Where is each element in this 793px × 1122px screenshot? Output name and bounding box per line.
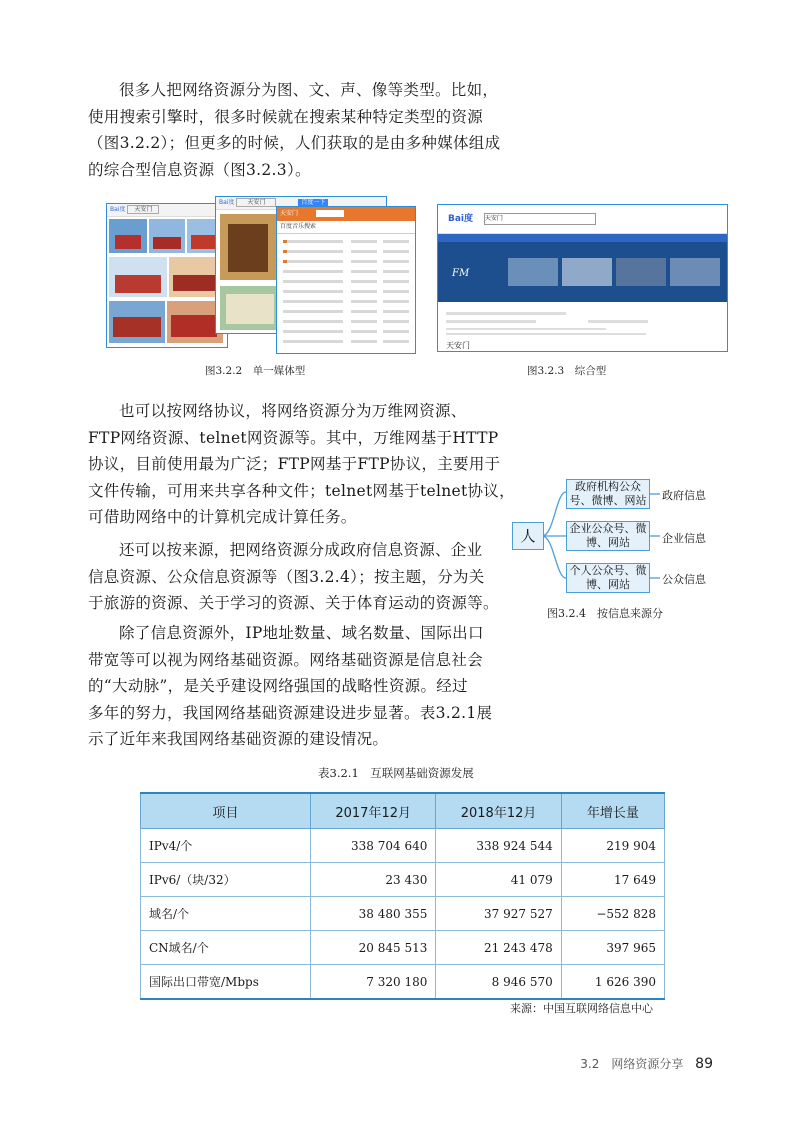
table-cell: 7 320 180	[311, 965, 436, 1000]
table-row	[141, 931, 665, 965]
table-cell: 41 079	[436, 863, 561, 897]
table-cell: 23 430	[311, 863, 436, 897]
table-cell: −552 828	[561, 897, 664, 931]
table-header-row	[141, 793, 665, 829]
column-header: 项目	[141, 793, 311, 829]
music-result-list	[277, 234, 415, 354]
table-cell: IPv4/个	[141, 829, 311, 863]
paragraph-3	[88, 537, 499, 617]
table-cell: 国际出口带宽/Mbps	[141, 965, 311, 1000]
para3-line: 还可以按来源，把网络资源分成政府信息资源、企业	[119, 541, 483, 559]
para4-line: 带宽等可以视为网络基础资源。网络基础资源是信息社会	[88, 650, 484, 669]
music-title: 百度音乐搜索	[277, 221, 415, 234]
para2-line: FTP网络资源、telnet网资源等。其中，万维网基于HTTP	[88, 428, 499, 447]
table-row	[141, 897, 665, 931]
music-search-screenshot	[276, 206, 416, 354]
diagram-root-person: 人	[512, 522, 544, 550]
para2-line: 文件传输，可用来共享各种文件；telnet网基于telnet协议，	[88, 481, 515, 500]
column-header: 年增长量	[561, 793, 664, 829]
diagram-node-government: 政府机构公众号、微博、网站	[566, 479, 650, 509]
para2-line: 协议，目前使用最为广泛；FTP网基于FTP协议，主要用于	[88, 455, 501, 473]
svg-text:天安门: 天安门	[446, 341, 470, 350]
table-cell: 37 927 527	[436, 897, 561, 931]
column-header: 2018年12月	[436, 793, 561, 829]
para1-line: 很多人把网络资源分为图、文、声、像等类型。比如，	[119, 81, 499, 99]
para2-line: 也可以按网络协议，将网络资源分为万维网资源、	[119, 402, 467, 420]
music-header: 天安门	[277, 207, 415, 221]
video-search-bar: Bai度 天安门 百度一下	[216, 197, 386, 210]
table-source: 来源：中国互联网络信息中心	[510, 1002, 653, 1015]
para2-line: 可借助网络中的计算机完成计算任务。	[88, 508, 357, 526]
table-row	[141, 829, 665, 863]
tiananmen-photo-grid	[107, 217, 227, 347]
para4-line: 多年的努力，我国网络基础资源建设进步显著。表3.2.1展	[88, 703, 493, 722]
image-search-screenshot	[106, 203, 228, 348]
paragraph-4	[88, 620, 492, 753]
resource-table	[140, 792, 665, 1000]
para4-line: 除了信息资源外，IP地址数量、域名数量、国际出口	[119, 624, 484, 642]
para3-line: 于旅游的资源、关于学习的资源、关于体育运动的资源等。	[88, 594, 499, 612]
table-cell: 8 946 570	[436, 965, 561, 1000]
diagram-label-government: 政府信息	[662, 489, 706, 502]
table-cell: 1 626 390	[561, 965, 664, 1000]
table-cell: 38 480 355	[311, 897, 436, 931]
paragraph-1	[88, 77, 500, 183]
figure-caption: 图3.2.2 单一媒体型	[205, 365, 306, 377]
paragraph-2	[88, 398, 515, 531]
para3-line: 信息资源、公众信息资源等（图3.2.4）；按主题，分为关	[88, 567, 485, 586]
encyclopedia-nav-bar	[438, 234, 727, 242]
diagram-label-enterprise: 企业信息	[662, 532, 706, 545]
table-cell: 338 704 640	[311, 829, 436, 863]
para4-line: 的“大动脉”，是关乎建设网络强国的战略性资源。经过	[88, 677, 468, 695]
para4-line: 示了近年来我国网络基础资源的建设情况。	[88, 730, 389, 748]
figure-caption: 图3.2.3 综合型	[527, 365, 607, 377]
table-cell: CN域名/个	[141, 931, 311, 965]
para1-line: 使用搜索引擎时，很多时候就在搜索某种特定类型的资源	[88, 107, 484, 126]
encyclopedia-screenshot	[437, 204, 728, 352]
encyclopedia-header: Bai度 天安门	[438, 205, 727, 234]
page-number: 89	[695, 1056, 713, 1072]
encyclopedia-content	[438, 306, 727, 351]
table-cell: 338 924 544	[436, 829, 561, 863]
image-search-bar: Bai度 天安门	[107, 204, 227, 217]
svg-text:FM: FM	[452, 268, 470, 279]
table-cell: 17 649	[561, 863, 664, 897]
tiananmen-banner	[438, 242, 727, 302]
table-row	[141, 965, 665, 1000]
table-cell: IPv6/（块/32）	[141, 863, 311, 897]
table-cell: 20 845 513	[311, 931, 436, 965]
table-cell: 397 965	[561, 931, 664, 965]
diagram-label-public: 公众信息	[662, 573, 706, 586]
table-row	[141, 863, 665, 897]
para1-line: 的综合型信息资源（图3.2.3）。	[88, 160, 311, 179]
diagram-node-public: 个人公众号、微博、网站	[566, 563, 650, 593]
page-footer	[580, 1055, 713, 1072]
table-cell: 21 243 478	[436, 931, 561, 965]
column-header: 2017年12月	[311, 793, 436, 829]
figure-caption: 图3.2.4 按信息来源分	[547, 607, 663, 620]
diagram-node-enterprise: 企业公众号、微博、网站	[566, 521, 650, 551]
table-cell: 219 904	[561, 829, 664, 863]
table-caption: 表3.2.1 互联网基础资源发展	[318, 766, 474, 780]
para1-line: （图3.2.2）；但更多的时候，人们获取的是由多种媒体组成	[88, 134, 501, 152]
footer-section: 3.2 网络资源分享	[580, 1057, 684, 1071]
table-cell: 域名/个	[141, 897, 311, 931]
